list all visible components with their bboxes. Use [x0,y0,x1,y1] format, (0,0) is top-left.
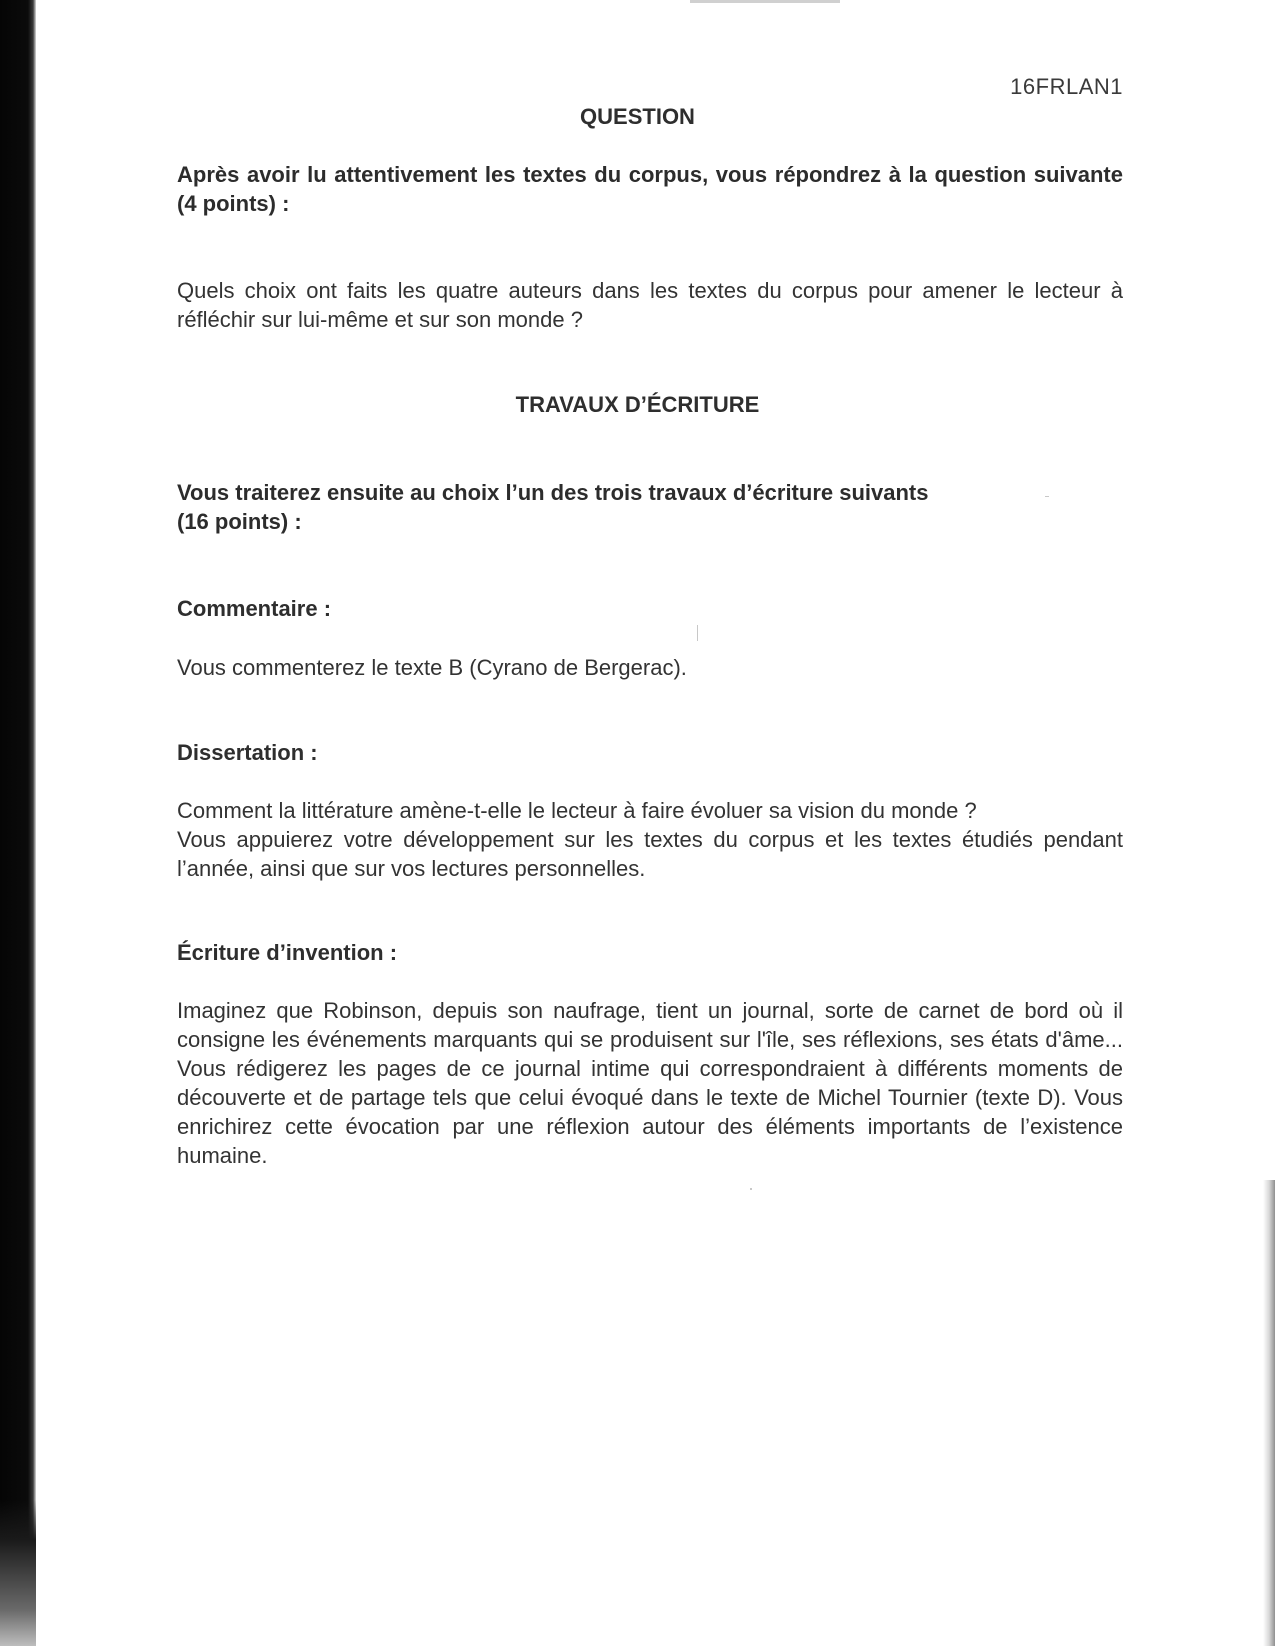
scan-mark-top [690,0,840,3]
question-instruction: Après avoir lu attentivement les textes du corpus, vous répondrez à la question suivante (4 points) : [177,162,1123,216]
dissertation-text-line1: Comment la littérature amène-t-elle le lecteur à faire évoluer sa vision du monde ? [177,798,977,823]
scan-speck [1045,496,1049,497]
writing-instruction [177,478,1123,536]
scan-border-right [1263,1180,1275,1646]
document-code: 16FRLAN1 [1010,74,1123,99]
question-text: Quels choix ont faits les quatre auteurs dans les textes du corpus pour amener le lecteur à réfléchir sur lui-même et sur son monde ? [177,278,1123,332]
scan-speck [750,1188,752,1190]
invention-text: Imaginez que Robinson, depuis son naufrage, tient un journal, sorte de carnet de bord où il consigne les événements marquants qui se produisent sur l'île, ses réflexions, ses états d'âme... Vous rédigerez les pages de ce journal intime qui correspondraient à différents moments de découverte et de partage tels que celui évoqué dans le texte de Michel Tournier (texte D). Vous enrichirez cette évocation par une réflexion autour des éléments importants de l’existence humaine. [177,998,1123,1168]
dissertation-text [177,796,1123,883]
scan-border-left [0,0,36,1646]
commentaire-heading: Commentaire : [177,596,332,621]
writing-instruction-line2: (16 points) : [177,509,302,534]
dissertation-heading: Dissertation : [177,740,318,765]
writing-title: TRAVAUX D’ÉCRITURE [515,392,760,417]
question-title: QUESTION [580,104,695,129]
invention-heading: Écriture d’invention : [177,940,398,965]
dissertation-text-rest: Vous appuierez votre développement sur les textes du corpus et les textes étudiés pendant l’année, ainsi que sur vos lectures personnelles. [177,827,1123,881]
commentaire-text: Vous commenterez le texte B (Cyrano de Bergerac). [177,655,687,680]
writing-instruction-line1: Vous traiterez ensuite au choix l’un des trois travaux d’écriture suivants [177,480,929,505]
scan-shadow-bottom-left [0,1500,36,1646]
scan-speck [697,625,698,641]
